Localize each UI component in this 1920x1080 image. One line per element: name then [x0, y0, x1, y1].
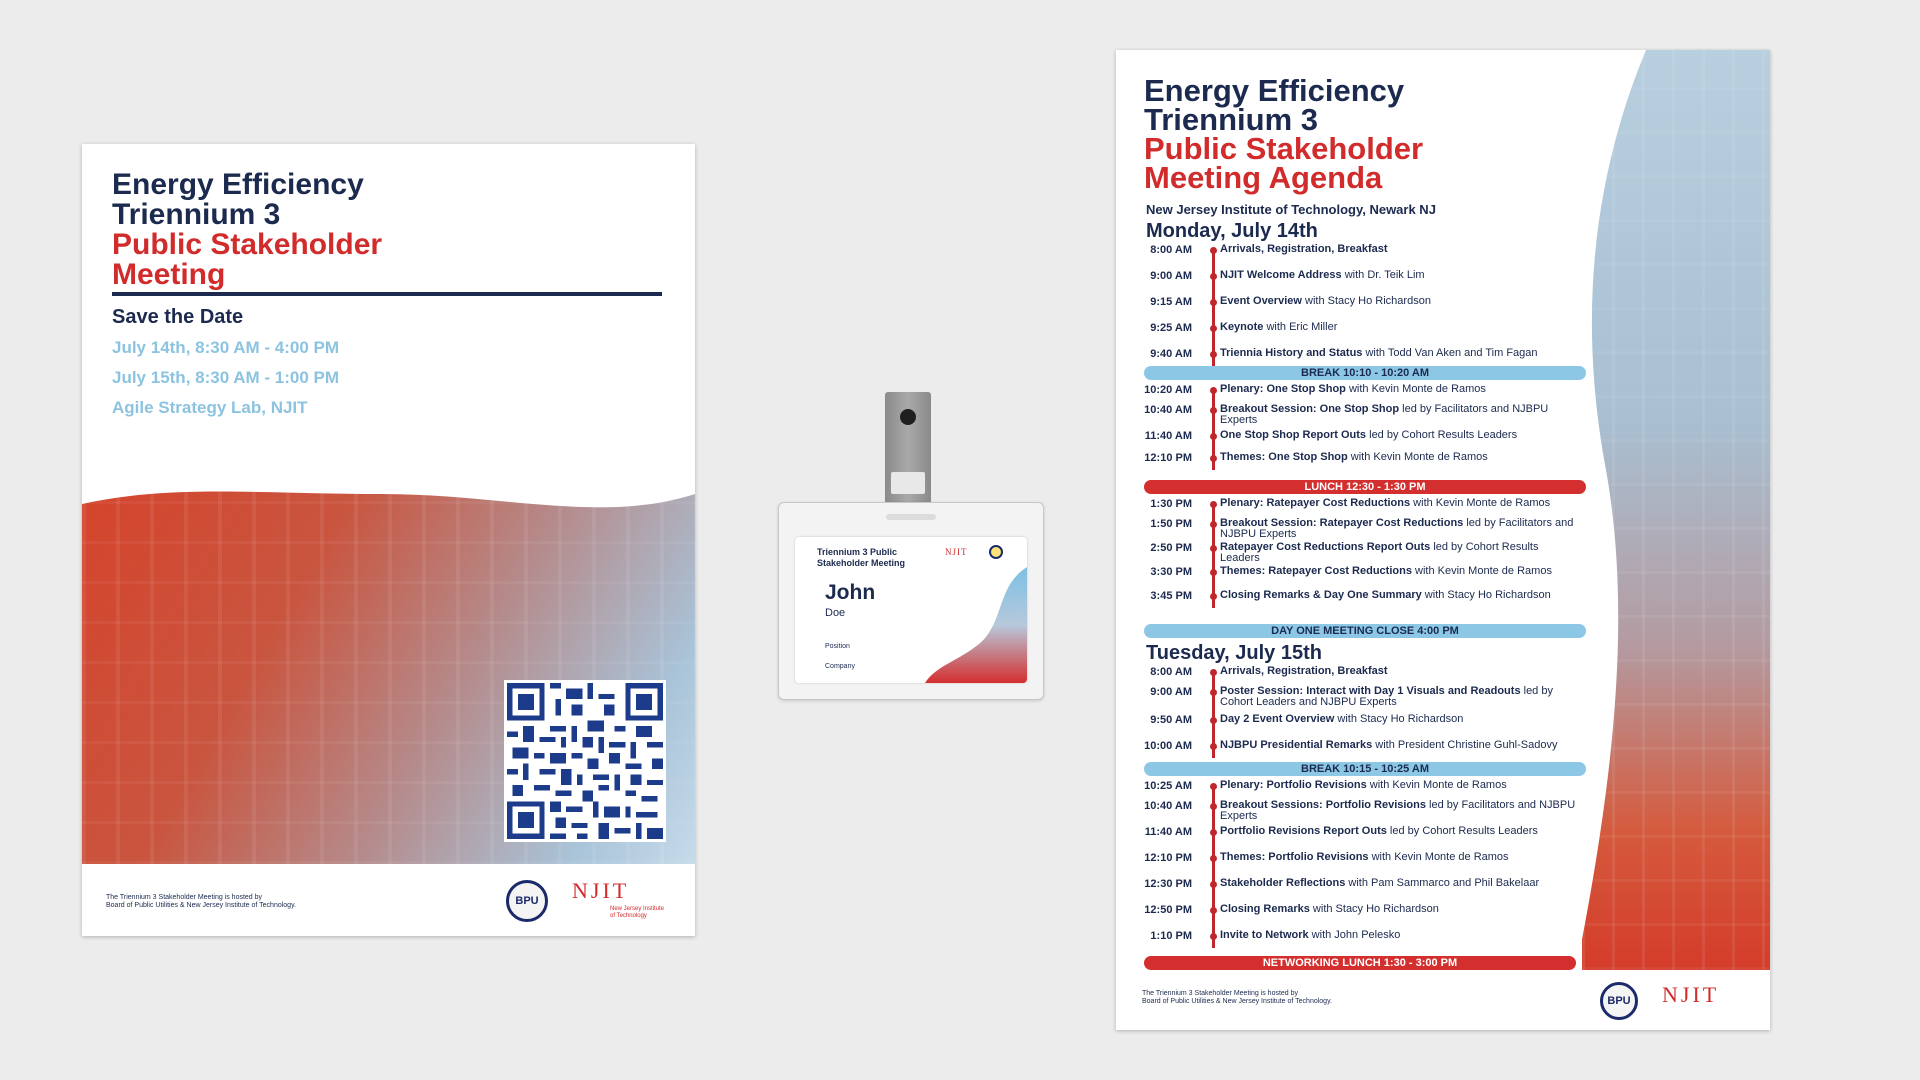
agenda-description [1220, 270, 1580, 281]
day-close-bar: DAY ONE MEETING CLOSE 4:00 PM [1144, 624, 1586, 638]
agenda-session-title: Breakout Session: Ratepayer Cost Reductions [1220, 517, 1464, 529]
clip-tab [891, 472, 925, 494]
agenda-session-detail: led by Cohort Results Leaders [1366, 429, 1518, 441]
host-credit-line: The Triennium 3 Stakeholder Meeting is hosted by [106, 894, 263, 901]
agenda-session-detail: led by Facilitators and NJBPU Experts [1220, 403, 1549, 426]
agenda-time: 1:30 PM [1150, 498, 1192, 510]
badge-event-line: Stakeholder Meeting [817, 558, 906, 568]
agenda-session-detail: led by Cohort Results Leaders [1220, 541, 1539, 564]
agenda-session-detail: with Kevin Monte de Ramos [1411, 565, 1552, 577]
agenda-session-title: Closing Remarks & Day One Summary [1220, 589, 1422, 601]
agenda-description [1220, 666, 1580, 677]
agenda-session-detail: with Todd Van Aken and Tim Fagan [1362, 347, 1538, 359]
badge-wave-graphic [925, 537, 1027, 683]
agenda-description [1220, 714, 1580, 725]
timeline-dot [1210, 803, 1217, 810]
agenda-session-detail: with Kevin Monte de Ramos [1347, 451, 1488, 463]
agenda-session-title: Triennia History and Status [1220, 347, 1363, 359]
agenda-session-title: Day 2 Event Overview [1220, 713, 1335, 725]
agenda-session-title: Breakout Sessions: Portfolio Revisions [1220, 799, 1426, 811]
title-line: Triennium 3 [112, 198, 281, 231]
qr-code[interactable] [504, 680, 666, 842]
networking-lunch-bar: NETWORKING LUNCH 1:30 - 3:00 PM [1144, 956, 1576, 970]
timeline-dot [1210, 855, 1217, 862]
date-line-2: July 15th, 8:30 AM - 1:00 PM [112, 368, 340, 387]
timeline-dot [1210, 569, 1217, 576]
agenda-time: 9:00 AM [1150, 270, 1192, 282]
agenda-session-detail: with John Pelesko [1308, 929, 1401, 941]
agenda-description [1220, 590, 1580, 601]
title-line: Meeting Agenda [1144, 160, 1383, 195]
agenda-description [1220, 826, 1580, 837]
title-line: Energy Efficiency [1144, 73, 1405, 108]
agenda-session-detail: with Kevin Monte de Ramos [1366, 779, 1507, 791]
agenda-session-title: Arrivals, Registration, Breakfast [1220, 243, 1388, 255]
njit-logo: NJIT [1662, 982, 1720, 1007]
title-line: Public Stakeholder [1144, 131, 1424, 166]
agenda-title [1144, 73, 1424, 195]
host-credit [1142, 990, 1402, 1006]
agenda-session-title: Invite to Network [1220, 929, 1309, 941]
agenda-session-title: Portfolio Revisions Report Outs [1220, 825, 1387, 837]
agenda-session-detail: with Eric Miller [1263, 321, 1338, 333]
agenda-description [1220, 244, 1580, 255]
agenda-description [1220, 740, 1580, 751]
agenda-description [1220, 800, 1580, 822]
badge-event-line: Triennium 3 Public [817, 547, 898, 557]
timeline-dot [1210, 501, 1217, 508]
agenda-session-detail: led by Facilitators and NJBPU Experts [1220, 799, 1576, 822]
agenda-session-detail: with Pam Sammarco and Phil Bakelaar [1345, 877, 1540, 889]
badge-bpu-logo [989, 545, 1003, 559]
agenda-time: 2:50 PM [1150, 542, 1192, 554]
agenda-session-detail: with Stacy Ho Richardson [1301, 295, 1431, 307]
save-the-date-heading: Save the Date [112, 306, 244, 328]
timeline-dot [1210, 829, 1217, 836]
agenda-time: 9:15 AM [1150, 296, 1192, 308]
day-heading-tuesday: Tuesday, July 15th [1146, 642, 1322, 664]
agenda-time: 3:45 PM [1150, 590, 1192, 602]
agenda-session-detail: led by Cohort Leaders and NJBPU Experts [1220, 685, 1553, 708]
title-line: Triennium 3 [1144, 102, 1318, 137]
agenda-session-title: Event Overview [1220, 295, 1302, 307]
title-line: Public Stakeholder [112, 228, 383, 261]
agenda-session-title: One Stop Shop Report Outs [1220, 429, 1367, 441]
title-line: Meeting [112, 258, 226, 291]
agenda-time: 11:40 AM [1144, 826, 1192, 838]
timeline-dot [1210, 433, 1217, 440]
timeline-dot [1210, 689, 1217, 696]
agenda-time: 12:10 PM [1144, 452, 1192, 464]
agenda-description [1220, 518, 1580, 540]
agenda-time: 10:20 AM [1144, 384, 1192, 396]
bpu-seal-logo: BPU [1600, 982, 1638, 1020]
badge-slot [886, 514, 936, 520]
agenda-description [1220, 296, 1580, 307]
timeline-dot [1210, 407, 1217, 414]
agenda-description [1220, 930, 1580, 941]
host-credit [106, 894, 366, 910]
qr-code-graphic [507, 683, 663, 839]
agenda-description [1220, 686, 1580, 708]
agenda-session-title: Ratepayer Cost Reductions Report Outs [1220, 541, 1431, 553]
njit-subtitle-line: of Technology [610, 913, 647, 919]
agenda-session-title: Keynote [1220, 321, 1264, 333]
agenda-description [1220, 852, 1580, 863]
badge-company: Company [825, 663, 855, 670]
timeline-dot [1210, 351, 1217, 358]
agenda-time: 1:50 PM [1150, 518, 1192, 530]
host-credit-line: The Triennium 3 Stakeholder Meeting is hosted by [1142, 990, 1299, 997]
agenda-time: 10:40 AM [1144, 800, 1192, 812]
timeline-dot [1210, 325, 1217, 332]
agenda-time: 1:10 PM [1150, 930, 1192, 942]
agenda-session-title: Themes: Ratepayer Cost Reductions [1220, 565, 1412, 577]
agenda-session-detail: with Dr. Teik Lim [1341, 269, 1425, 281]
agenda-session-detail: with Stacy Ho Richardson [1309, 903, 1439, 915]
venue: New Jersey Institute of Technology, Newark NJ [1146, 202, 1436, 217]
agenda-time: 9:50 AM [1150, 714, 1192, 726]
timeline-dot [1210, 273, 1217, 280]
agenda-time: 12:10 PM [1144, 852, 1192, 864]
agenda-poster [1116, 50, 1770, 1030]
badge-card [795, 537, 1027, 683]
agenda-description [1220, 498, 1580, 509]
timeline-dot [1210, 299, 1217, 306]
badge-position: Position [825, 643, 850, 650]
host-credit-line: Board of Public Utilities & New Jersey Institute of Technology. [1142, 998, 1332, 1005]
agenda-description [1220, 322, 1580, 333]
agenda-session-title: Stakeholder Reflections [1220, 877, 1346, 889]
agenda-session-title: Plenary: One Stop Shop [1220, 383, 1346, 395]
agenda-time: 10:40 AM [1144, 404, 1192, 416]
badge-first-name: John [825, 581, 876, 604]
agenda-session-detail: with Stacy Ho Richardson [1334, 713, 1464, 725]
agenda-time: 8:00 AM [1150, 666, 1192, 678]
agenda-session-detail: with President Christine Guhl-Sadovy [1372, 739, 1558, 751]
agenda-time: 9:00 AM [1150, 686, 1192, 698]
agenda-time: 9:25 AM [1150, 322, 1192, 334]
timeline-dot [1210, 933, 1217, 940]
njit-logo-subtitle [610, 906, 664, 920]
agenda-time: 12:50 PM [1144, 904, 1192, 916]
njit-logo: NJIT [572, 878, 630, 903]
agenda-session-title: NJIT Welcome Address [1220, 269, 1342, 281]
badge-clip [885, 392, 931, 520]
divider [112, 292, 662, 296]
agenda-session-detail: with Stacy Ho Richardson [1421, 589, 1551, 601]
agenda-time: 3:30 PM [1150, 566, 1192, 578]
timeline-dot [1210, 669, 1217, 676]
bpu-seal-logo: BPU [506, 880, 548, 922]
agenda-session-title: Themes: Portfolio Revisions [1220, 851, 1369, 863]
agenda-description [1220, 452, 1580, 463]
timeline-line [1212, 248, 1215, 366]
timeline-dot [1210, 455, 1217, 462]
day-heading-monday: Monday, July 14th [1146, 220, 1318, 242]
agenda-description [1220, 904, 1580, 915]
title-line: Energy Efficiency [112, 168, 364, 201]
timeline-dot [1210, 783, 1217, 790]
agenda-description [1220, 430, 1580, 441]
agenda-time: 10:25 AM [1144, 780, 1192, 792]
timeline-dot [1210, 545, 1217, 552]
agenda-session-detail: with Kevin Monte de Ramos [1410, 497, 1551, 509]
agenda-description [1220, 878, 1580, 889]
agenda-description [1220, 566, 1580, 577]
agenda-time: 10:00 AM [1144, 740, 1192, 752]
agenda-time: 9:40 AM [1150, 348, 1192, 360]
agenda-session-title: Themes: One Stop Shop [1220, 451, 1348, 463]
break-bar: BREAK 10:15 - 10:25 AM [1144, 762, 1586, 776]
timeline-dot [1210, 247, 1217, 254]
lunch-bar: LUNCH 12:30 - 1:30 PM [1144, 480, 1586, 494]
agenda-session-detail: led by Facilitators and NJBPU Experts [1220, 517, 1574, 540]
agenda-session-detail: with Kevin Monte de Ramos [1345, 383, 1486, 395]
break-bar: BREAK 10:10 - 10:20 AM [1144, 366, 1586, 380]
timeline-dot [1210, 593, 1217, 600]
agenda-session-detail: led by Cohort Results Leaders [1386, 825, 1538, 837]
save-the-date-poster [82, 144, 695, 936]
agenda-time: 11:40 AM [1144, 430, 1192, 442]
agenda-description [1220, 542, 1580, 564]
agenda-session-title: Poster Session: Interact with Day 1 Visuals and Readouts [1220, 685, 1521, 697]
agenda-description [1220, 780, 1580, 791]
badge-event-name [817, 547, 927, 569]
agenda-session-title: NJBPU Presidential Remarks [1220, 739, 1373, 751]
agenda-session-title: Plenary: Portfolio Revisions [1220, 779, 1367, 791]
agenda-session-detail: with Kevin Monte de Ramos [1368, 851, 1509, 863]
agenda-session-title: Closing Remarks [1220, 903, 1310, 915]
timeline-dot [1210, 717, 1217, 724]
agenda-description [1220, 348, 1580, 359]
clip-hole [900, 409, 916, 425]
timeline-dot [1210, 387, 1217, 394]
location-line: Agile Strategy Lab, NJIT [112, 398, 308, 417]
host-credit-line: Board of Public Utilities & New Jersey Institute of Technology. [106, 902, 296, 909]
njit-subtitle-line: New Jersey Institute [610, 906, 665, 912]
agenda-time: 8:00 AM [1150, 244, 1192, 256]
timeline-dot [1210, 521, 1217, 528]
agenda-session-title: Plenary: Ratepayer Cost Reductions [1220, 497, 1411, 509]
badge-njit-logo: NJIT [945, 547, 968, 557]
agenda-session-title: Breakout Session: One Stop Shop [1220, 403, 1400, 415]
timeline-dot [1210, 881, 1217, 888]
poster-title [112, 170, 382, 290]
agenda-session-title: Arrivals, Registration, Breakfast [1220, 665, 1388, 677]
agenda-description [1220, 404, 1580, 426]
timeline-dot [1210, 907, 1217, 914]
badge-last-name: Doe [825, 607, 846, 619]
timeline-dot [1210, 743, 1217, 750]
date-line-1: July 14th, 8:30 AM - 4:00 PM [112, 338, 340, 357]
agenda-description [1220, 384, 1580, 395]
agenda-time: 12:30 PM [1144, 878, 1192, 890]
name-badge [778, 502, 1044, 700]
